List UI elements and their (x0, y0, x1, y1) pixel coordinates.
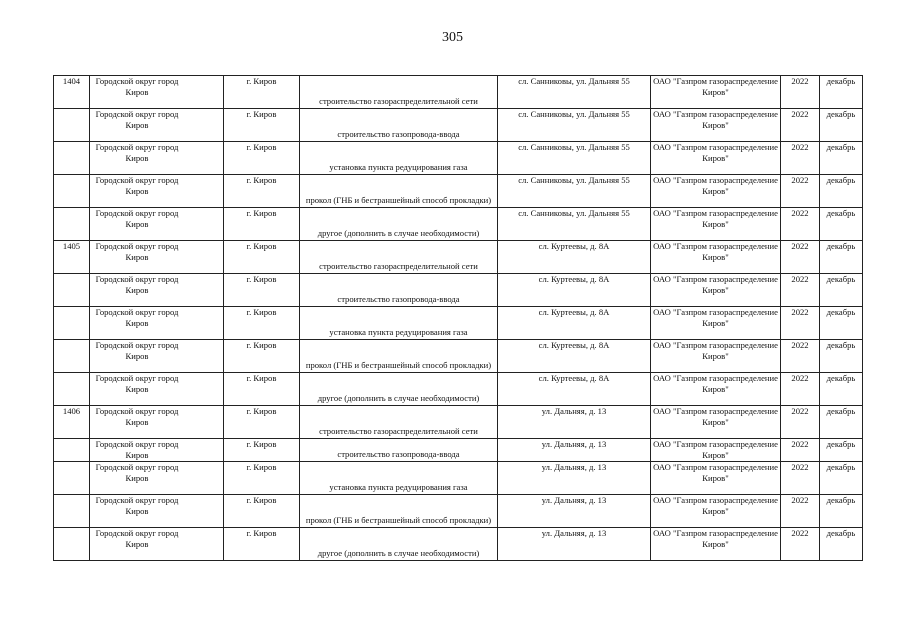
month-cell-text: декабрь (826, 142, 856, 152)
address-cell-text: ул. Дальняя, д. 13 (541, 439, 607, 449)
organization-cell-text: ОАО "Газпром газораспределение Киров" (653, 439, 778, 460)
month-cell (820, 175, 863, 208)
address-cell (498, 241, 651, 274)
year-cell (781, 274, 820, 307)
municipality-cell-text: Городской округ город Киров (95, 373, 179, 394)
row-number (54, 495, 90, 528)
municipality-cell-text: Городской округ город Киров (95, 495, 179, 516)
year-cell (781, 340, 820, 373)
municipality-cell (90, 307, 224, 340)
work-type-cell (300, 175, 498, 208)
locality-cell-text: г. Киров (246, 241, 277, 251)
municipality-cell-text: Городской округ город Киров (95, 462, 179, 483)
organization-cell-text: ОАО "Газпром газораспределение Киров" (653, 241, 778, 262)
organization-cell (651, 528, 781, 561)
municipality-cell-text: Городской округ город Киров (95, 241, 179, 262)
row-number (54, 241, 90, 274)
year-cell-text: 2022 (791, 307, 809, 317)
work-type-cell-text: другое (дополнить в случае необходимости) (317, 228, 480, 238)
municipality-cell (90, 142, 224, 175)
address-cell-text: сл. Куртеевы, д. 8А (538, 241, 610, 251)
table-row (54, 109, 863, 142)
municipality-cell (90, 109, 224, 142)
year-cell-text: 2022 (791, 142, 809, 152)
municipality-cell (90, 340, 224, 373)
work-type-cell-text: строительство газопровода-ввода (337, 294, 460, 304)
locality-cell (224, 76, 300, 109)
work-type-cell (300, 373, 498, 406)
month-cell (820, 109, 863, 142)
work-type-cell-text: установка пункта редуцирования газа (329, 327, 468, 337)
organization-cell-text: ОАО "Газпром газораспределение Киров" (653, 495, 778, 516)
month-cell-text: декабрь (826, 241, 856, 251)
municipality-cell-text: Городской округ город Киров (95, 528, 179, 549)
month-cell (820, 340, 863, 373)
month-cell-text: декабрь (826, 439, 856, 449)
municipality-cell (90, 495, 224, 528)
address-cell-text: сл. Куртеевы, д. 8А (538, 373, 610, 383)
year-cell (781, 528, 820, 561)
work-type-cell (300, 109, 498, 142)
month-cell (820, 307, 863, 340)
table-row (54, 406, 863, 439)
municipality-cell (90, 373, 224, 406)
address-cell (498, 274, 651, 307)
year-cell-text: 2022 (791, 76, 809, 86)
year-cell (781, 307, 820, 340)
locality-cell (224, 373, 300, 406)
locality-cell-text: г. Киров (246, 528, 277, 538)
locality-cell (224, 439, 300, 462)
work-type-cell-text: установка пункта редуцирования газа (329, 482, 468, 492)
month-cell-text: декабрь (826, 528, 856, 538)
municipality-cell (90, 439, 224, 462)
address-cell (498, 373, 651, 406)
work-type-cell (300, 76, 498, 109)
gas-works-table (53, 75, 863, 561)
organization-cell (651, 307, 781, 340)
year-cell (781, 76, 820, 109)
locality-cell-text: г. Киров (246, 307, 277, 317)
locality-cell-text: г. Киров (246, 274, 277, 284)
work-type-cell-text: строительство газопровода-ввода (337, 129, 460, 139)
locality-cell (224, 208, 300, 241)
municipality-cell-text: Городской округ город Киров (95, 340, 179, 361)
row-number (54, 406, 90, 439)
organization-cell-text: ОАО "Газпром газораспределение Киров" (653, 109, 778, 130)
work-type-cell (300, 528, 498, 561)
locality-cell-text: г. Киров (246, 175, 277, 185)
municipality-cell (90, 76, 224, 109)
year-cell-text: 2022 (791, 528, 809, 538)
table-row (54, 439, 863, 462)
year-cell (781, 373, 820, 406)
row-number (54, 76, 90, 109)
year-cell-text: 2022 (791, 406, 809, 416)
month-cell (820, 76, 863, 109)
row-number (54, 439, 90, 462)
work-type-cell (300, 406, 498, 439)
year-cell (781, 439, 820, 462)
organization-cell (651, 76, 781, 109)
year-cell-text: 2022 (791, 109, 809, 119)
month-cell-text: декабрь (826, 462, 856, 472)
address-cell-text: сл. Куртеевы, д. 8А (538, 274, 610, 284)
month-cell (820, 406, 863, 439)
table-row (54, 208, 863, 241)
municipality-cell-text: Городской округ город Киров (95, 208, 179, 229)
work-type-cell (300, 495, 498, 528)
month-cell-text: декабрь (826, 495, 856, 505)
table-row (54, 76, 863, 109)
municipality-cell-text: Городской округ город Киров (95, 406, 179, 427)
locality-cell (224, 175, 300, 208)
year-cell (781, 142, 820, 175)
address-cell-text: ул. Дальняя, д. 13 (541, 495, 607, 505)
year-cell-text: 2022 (791, 462, 809, 472)
month-cell-text: декабрь (826, 208, 856, 218)
organization-cell (651, 439, 781, 462)
month-cell-text: декабрь (826, 76, 856, 86)
organization-cell (651, 208, 781, 241)
table-row (54, 241, 863, 274)
work-type-cell-text: строительство газопровода-ввода (337, 449, 460, 459)
month-cell (820, 373, 863, 406)
month-cell (820, 495, 863, 528)
organization-cell-text: ОАО "Газпром газораспределение Киров" (653, 208, 778, 229)
address-cell (498, 142, 651, 175)
work-type-cell (300, 274, 498, 307)
organization-cell-text: ОАО "Газпром газораспределение Киров" (653, 307, 778, 328)
month-cell (820, 142, 863, 175)
table-row (54, 142, 863, 175)
address-cell (498, 208, 651, 241)
month-cell-text: декабрь (826, 340, 856, 350)
year-cell-text: 2022 (791, 340, 809, 350)
month-cell (820, 439, 863, 462)
organization-cell (651, 175, 781, 208)
locality-cell-text: г. Киров (246, 76, 277, 86)
locality-cell-text: г. Киров (246, 142, 277, 152)
organization-cell-text: ОАО "Газпром газораспределение Киров" (653, 340, 778, 361)
locality-cell (224, 406, 300, 439)
municipality-cell-text: Городской округ город Киров (95, 175, 179, 196)
year-cell-text: 2022 (791, 241, 809, 251)
locality-cell (224, 340, 300, 373)
work-type-cell (300, 208, 498, 241)
month-cell (820, 241, 863, 274)
municipality-cell-text: Городской округ город Киров (95, 76, 179, 97)
organization-cell (651, 142, 781, 175)
table-row (54, 495, 863, 528)
address-cell-text: сл. Санниковы, ул. Дальняя 55 (518, 175, 630, 185)
address-cell (498, 340, 651, 373)
month-cell-text: декабрь (826, 373, 856, 383)
municipality-cell-text: Городской округ город Киров (95, 109, 179, 130)
organization-cell-text: ОАО "Газпром газораспределение Киров" (653, 76, 778, 97)
locality-cell-text: г. Киров (246, 439, 277, 449)
organization-cell-text: ОАО "Газпром газораспределение Киров" (653, 528, 778, 549)
municipality-cell (90, 274, 224, 307)
table-row (54, 462, 863, 495)
organization-cell-text: ОАО "Газпром газораспределение Киров" (653, 274, 778, 295)
table-row (54, 307, 863, 340)
locality-cell-text: г. Киров (246, 462, 277, 472)
locality-cell-text: г. Киров (246, 340, 277, 350)
month-cell-text: декабрь (826, 109, 856, 119)
year-cell (781, 109, 820, 142)
municipality-cell (90, 406, 224, 439)
work-type-cell-text: другое (дополнить в случае необходимости) (317, 548, 480, 558)
municipality-cell-text: Городской округ город Киров (95, 274, 179, 295)
year-cell-text: 2022 (791, 274, 809, 284)
organization-cell (651, 340, 781, 373)
organization-cell-text: ОАО "Газпром газораспределение Киров" (653, 462, 778, 483)
address-cell (498, 307, 651, 340)
table-row (54, 175, 863, 208)
municipality-cell (90, 175, 224, 208)
year-cell (781, 208, 820, 241)
table-row (54, 274, 863, 307)
address-cell (498, 406, 651, 439)
organization-cell-text: ОАО "Газпром газораспределение Киров" (653, 373, 778, 394)
row-number (54, 462, 90, 495)
municipality-cell (90, 208, 224, 241)
month-cell-text: декабрь (826, 175, 856, 185)
work-type-cell-text: прокол (ГНБ и бестраншейный способ прокладки) (305, 360, 492, 370)
organization-cell (651, 373, 781, 406)
month-cell-text: декабрь (826, 406, 856, 416)
address-cell (498, 439, 651, 462)
work-type-cell-text: строительство газораспределительной сети (319, 261, 478, 271)
year-cell-text: 2022 (791, 495, 809, 505)
month-cell (820, 528, 863, 561)
address-cell (498, 528, 651, 561)
row-number (54, 373, 90, 406)
row-number-text: 1406 (62, 406, 81, 416)
year-cell-text: 2022 (791, 175, 809, 185)
page-number: 305 (442, 30, 463, 45)
address-cell-text: сл. Санниковы, ул. Дальняя 55 (518, 142, 630, 152)
work-type-cell (300, 142, 498, 175)
work-type-cell-text: прокол (ГНБ и бестраншейный способ прокладки) (305, 515, 492, 525)
address-cell-text: сл. Куртеевы, д. 8А (538, 340, 610, 350)
month-cell-text: декабрь (826, 307, 856, 317)
table-row (54, 373, 863, 406)
year-cell (781, 495, 820, 528)
locality-cell (224, 274, 300, 307)
organization-cell (651, 406, 781, 439)
locality-cell-text: г. Киров (246, 406, 277, 416)
year-cell-text: 2022 (791, 208, 809, 218)
table-body (54, 76, 863, 561)
address-cell (498, 109, 651, 142)
address-cell (498, 76, 651, 109)
municipality-cell-text: Городской округ город Киров (95, 439, 179, 460)
year-cell (781, 175, 820, 208)
address-cell-text: сл. Санниковы, ул. Дальняя 55 (518, 76, 630, 86)
month-cell-text: декабрь (826, 274, 856, 284)
address-cell-text: сл. Санниковы, ул. Дальняя 55 (518, 109, 630, 119)
year-cell-text: 2022 (791, 373, 809, 383)
organization-cell (651, 274, 781, 307)
month-cell (820, 274, 863, 307)
organization-cell (651, 495, 781, 528)
year-cell (781, 462, 820, 495)
address-cell (498, 175, 651, 208)
locality-cell-text: г. Киров (246, 208, 277, 218)
work-type-cell (300, 462, 498, 495)
locality-cell-text: г. Киров (246, 109, 277, 119)
work-type-cell-text: строительство газораспределительной сети (319, 426, 478, 436)
address-cell (498, 495, 651, 528)
address-cell-text: ул. Дальняя, д. 13 (541, 406, 607, 416)
municipality-cell (90, 528, 224, 561)
table-row (54, 340, 863, 373)
row-number (54, 109, 90, 142)
organization-cell-text: ОАО "Газпром газораспределение Киров" (653, 175, 778, 196)
row-number-text: 1404 (62, 76, 81, 86)
work-type-cell (300, 340, 498, 373)
row-number (54, 208, 90, 241)
organization-cell-text: ОАО "Газпром газораспределение Киров" (653, 142, 778, 163)
locality-cell (224, 109, 300, 142)
row-number-text: 1405 (62, 241, 81, 251)
year-cell (781, 241, 820, 274)
locality-cell (224, 142, 300, 175)
organization-cell (651, 462, 781, 495)
row-number (54, 340, 90, 373)
work-type-cell (300, 307, 498, 340)
address-cell (498, 462, 651, 495)
work-type-cell-text: установка пункта редуцирования газа (329, 162, 468, 172)
locality-cell (224, 307, 300, 340)
work-type-cell (300, 439, 498, 462)
work-type-cell (300, 241, 498, 274)
locality-cell (224, 462, 300, 495)
month-cell (820, 208, 863, 241)
organization-cell-text: ОАО "Газпром газораспределение Киров" (653, 406, 778, 427)
work-type-cell-text: другое (дополнить в случае необходимости) (317, 393, 480, 403)
locality-cell-text: г. Киров (246, 495, 277, 505)
municipality-cell-text: Городской округ город Киров (95, 307, 179, 328)
row-number (54, 142, 90, 175)
locality-cell (224, 528, 300, 561)
table-row (54, 528, 863, 561)
work-type-cell-text: прокол (ГНБ и бестраншейный способ прокладки) (305, 195, 492, 205)
locality-cell-text: г. Киров (246, 373, 277, 383)
row-number (54, 274, 90, 307)
row-number (54, 528, 90, 561)
address-cell-text: сл. Куртеевы, д. 8А (538, 307, 610, 317)
year-cell-text: 2022 (791, 439, 809, 449)
organization-cell (651, 109, 781, 142)
municipality-cell (90, 241, 224, 274)
municipality-cell (90, 462, 224, 495)
address-cell-text: ул. Дальняя, д. 13 (541, 528, 607, 538)
municipality-cell-text: Городской округ город Киров (95, 142, 179, 163)
locality-cell (224, 495, 300, 528)
month-cell (820, 462, 863, 495)
year-cell (781, 406, 820, 439)
row-number (54, 175, 90, 208)
work-type-cell-text: строительство газораспределительной сети (319, 96, 478, 106)
address-cell-text: ул. Дальняя, д. 13 (541, 462, 607, 472)
organization-cell (651, 241, 781, 274)
locality-cell (224, 241, 300, 274)
row-number (54, 307, 90, 340)
address-cell-text: сл. Санниковы, ул. Дальняя 55 (518, 208, 630, 218)
